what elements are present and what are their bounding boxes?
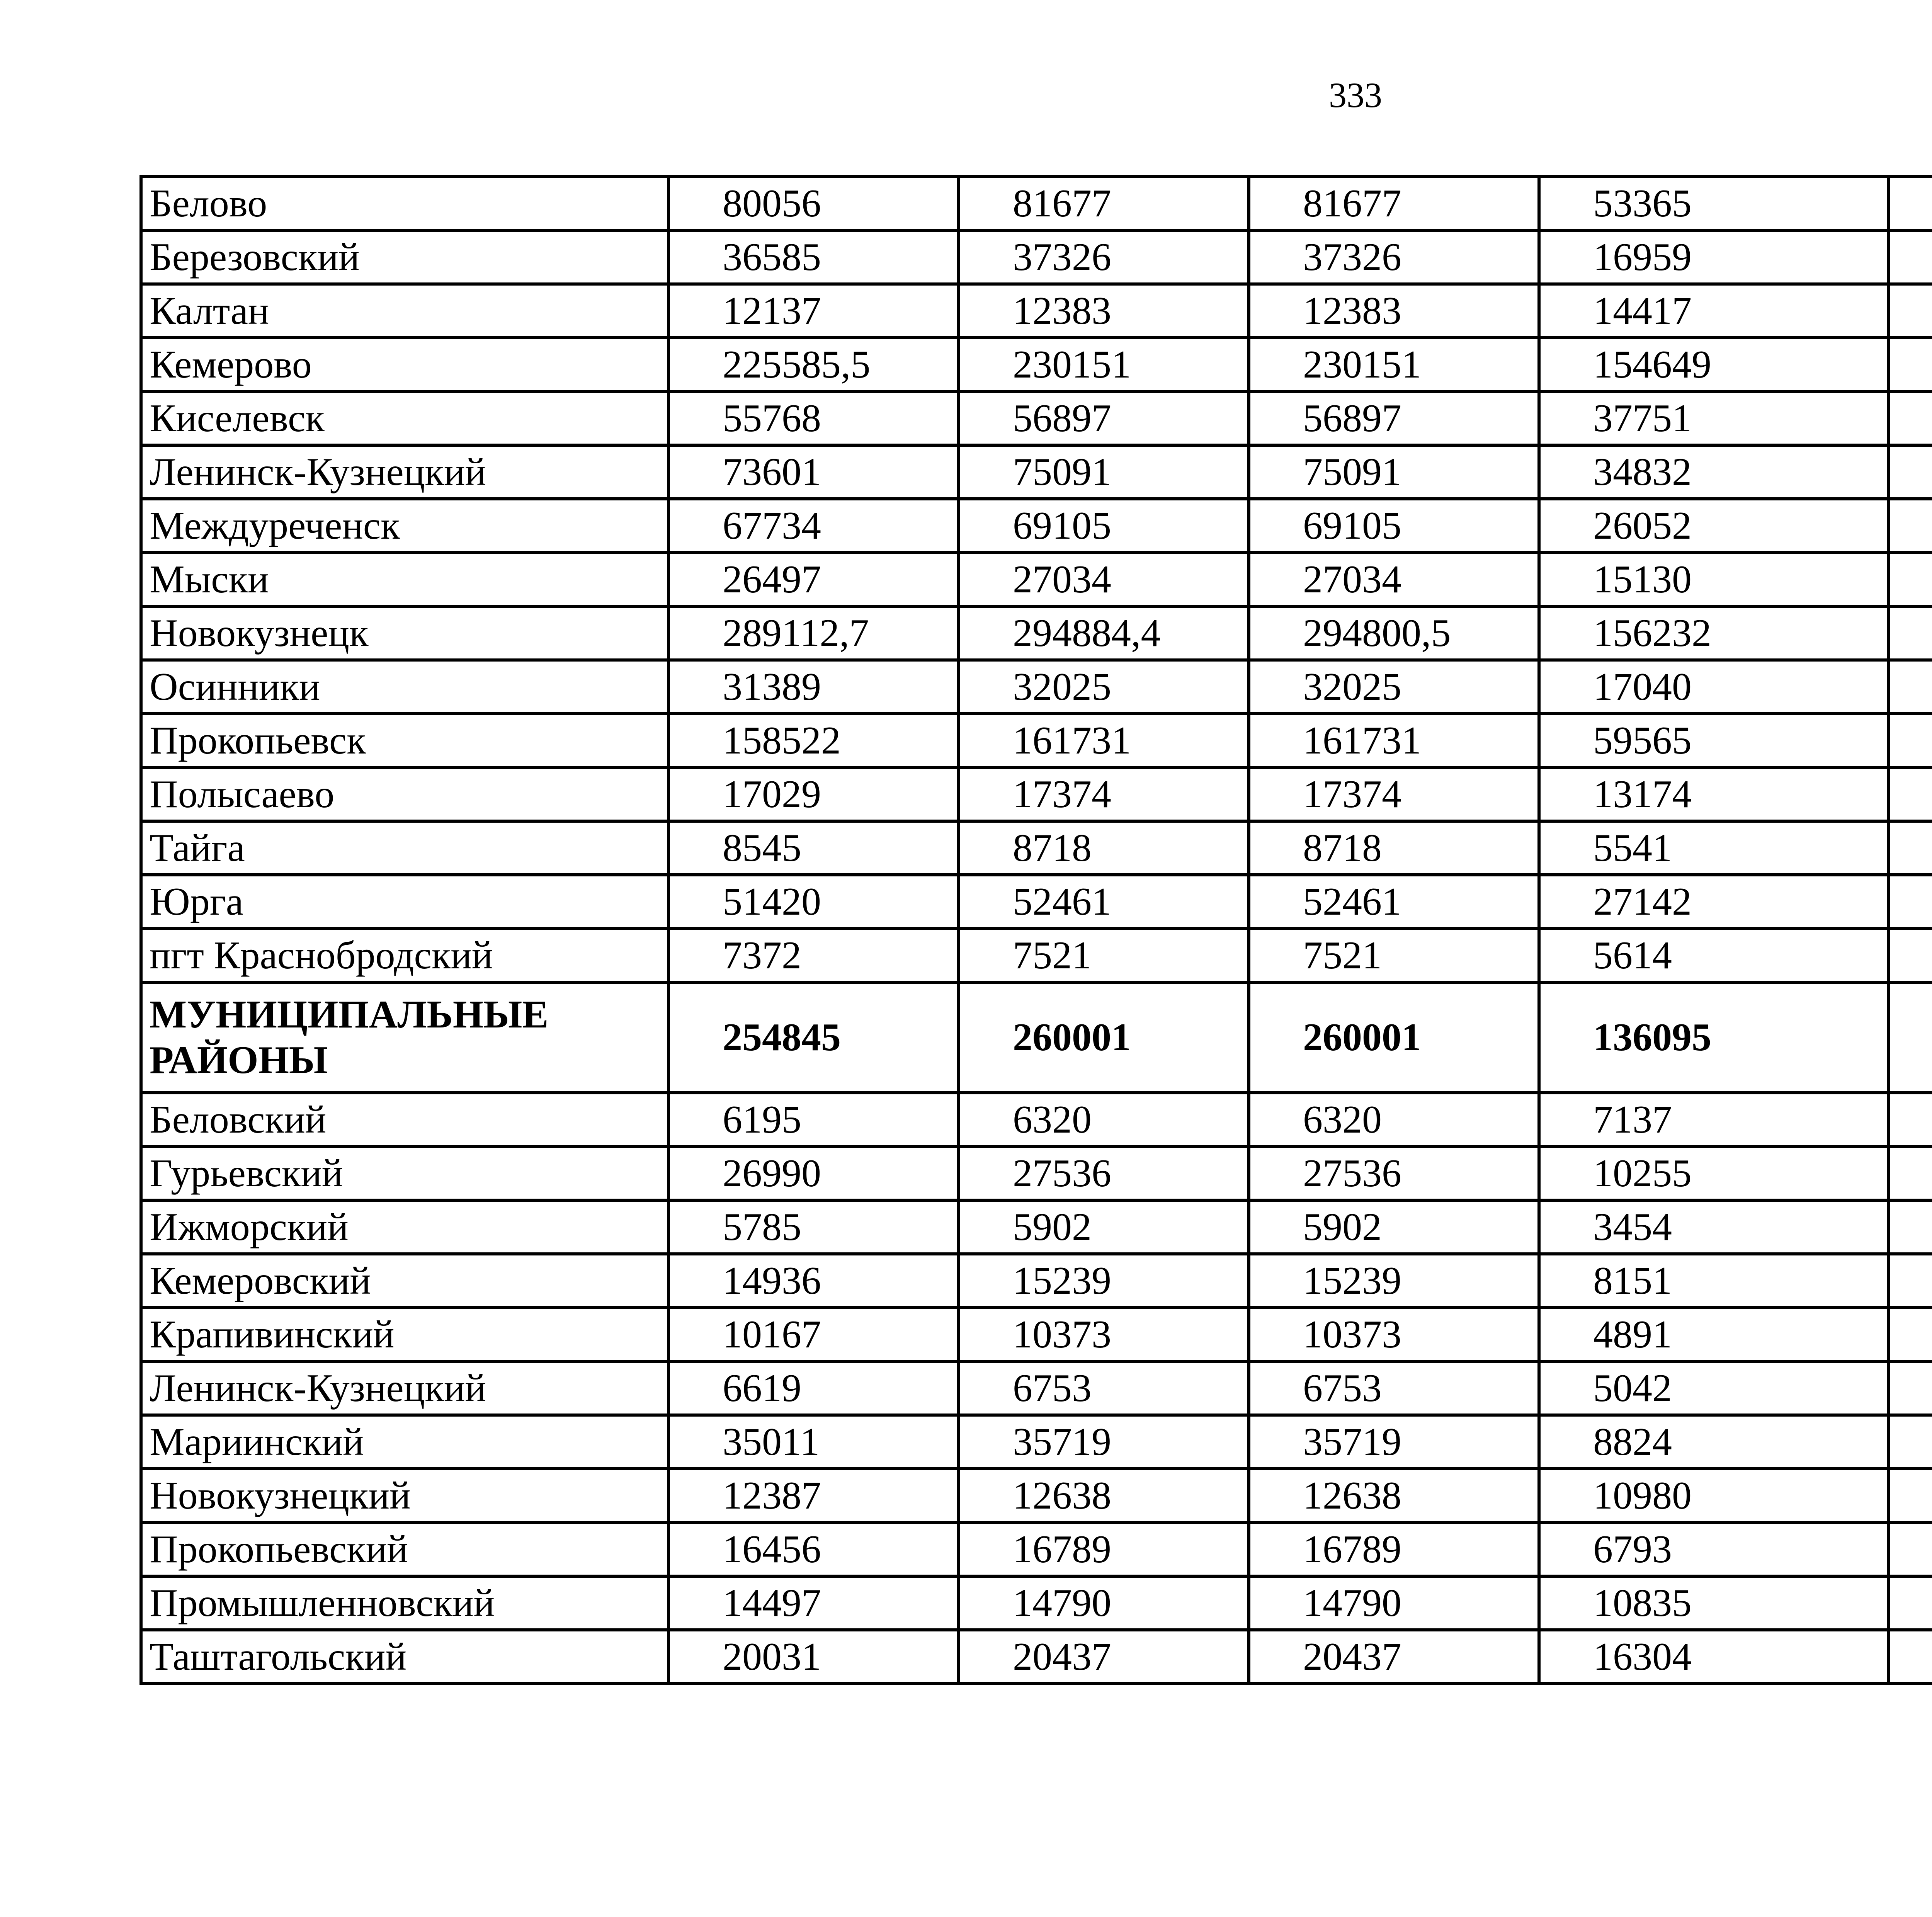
value-cell: 14790 (1249, 1576, 1539, 1630)
value-cell: 10167 (668, 1308, 959, 1361)
value-cell: 52461 (959, 875, 1249, 929)
table-row (141, 230, 1932, 284)
row-name-cell: Киселевск (141, 391, 668, 445)
value-cell: 8824 (1539, 1415, 1888, 1469)
value-cell: 289112,7 (668, 606, 959, 660)
row-name-cell: Новокузнецкий (141, 1469, 668, 1522)
value-cell: 26497 (668, 553, 959, 606)
value-cell: 75091 (1249, 445, 1539, 499)
value-cell: 12137 (668, 284, 959, 338)
value-cell: 6195 (668, 1093, 959, 1146)
value-cell: 35011 (668, 1415, 959, 1469)
value-cell: 14936 (668, 1254, 959, 1308)
value-cell (1888, 875, 1932, 929)
value-cell: 6619 (668, 1361, 959, 1415)
value-cell: 81677 (959, 177, 1249, 230)
value-cell: 12638 (959, 1469, 1249, 1522)
value-cell: 156232 (1539, 606, 1888, 660)
value-cell: 27536 (959, 1146, 1249, 1200)
value-cell (1888, 391, 1932, 445)
value-cell: 10835 (1539, 1576, 1888, 1630)
value-cell (1888, 1093, 1932, 1146)
value-cell: 6753 (959, 1361, 1249, 1415)
table-row (141, 284, 1932, 338)
value-cell: 225585,5 (668, 338, 959, 391)
value-cell: 6320 (959, 1093, 1249, 1146)
value-cell: 16959 (1539, 230, 1888, 284)
value-cell: 10255 (1539, 1146, 1888, 1200)
value-cell: 158522 (668, 714, 959, 767)
value-cell (1888, 767, 1932, 821)
table-row (141, 821, 1932, 875)
table-row (141, 1522, 1932, 1576)
value-cell: 5541 (1539, 821, 1888, 875)
value-cell: 32025 (1249, 660, 1539, 714)
value-cell: 154649 (1539, 338, 1888, 391)
value-cell: 27142 (1539, 875, 1888, 929)
table-row (141, 767, 1932, 821)
value-cell: 230151 (1249, 338, 1539, 391)
value-cell: 8718 (1249, 821, 1539, 875)
table-row (141, 553, 1932, 606)
value-cell (1888, 553, 1932, 606)
row-name-cell: Мариинский (141, 1415, 668, 1469)
value-cell: 59565 (1539, 714, 1888, 767)
table-row (141, 499, 1932, 553)
table-row (141, 338, 1932, 391)
row-name-cell: Междуреченск (141, 499, 668, 553)
value-cell: 7521 (959, 929, 1249, 982)
row-name-cell: Таштагольский (141, 1630, 668, 1684)
value-cell: 260001 (1249, 982, 1539, 1093)
table-row (141, 1200, 1932, 1254)
value-cell: 6320 (1249, 1093, 1539, 1146)
row-name-cell: Беловский (141, 1093, 668, 1146)
value-cell (1888, 499, 1932, 553)
row-name-cell: Ленинск-Кузнецкий (141, 445, 668, 499)
row-name-cell: Кемеровский (141, 1254, 668, 1308)
value-cell: 81677 (1249, 177, 1539, 230)
value-cell (1888, 821, 1932, 875)
value-cell (1888, 1146, 1932, 1200)
row-name-cell: Осинники (141, 660, 668, 714)
row-name-cell: Тайга (141, 821, 668, 875)
value-cell: 14497 (668, 1576, 959, 1630)
value-cell: 3454 (1539, 1200, 1888, 1254)
table-row (141, 1093, 1932, 1146)
value-cell (1888, 929, 1932, 982)
value-cell: 12383 (1249, 284, 1539, 338)
value-cell: 6793 (1539, 1522, 1888, 1576)
value-cell (1888, 284, 1932, 338)
table-row (141, 606, 1932, 660)
value-cell: 17374 (959, 767, 1249, 821)
row-name-cell: Ижморский (141, 1200, 668, 1254)
value-cell: 5902 (959, 1200, 1249, 1254)
value-cell (1888, 1522, 1932, 1576)
row-name-cell: Калтан (141, 284, 668, 338)
value-cell: 8151 (1539, 1254, 1888, 1308)
data-table (139, 175, 1932, 1685)
value-cell: 17040 (1539, 660, 1888, 714)
value-cell (1888, 982, 1932, 1093)
row-name-cell: Юрга (141, 875, 668, 929)
table-body (141, 177, 1932, 1684)
value-cell: 12638 (1249, 1469, 1539, 1522)
row-name-cell: Полысаево (141, 767, 668, 821)
value-cell: 36585 (668, 230, 959, 284)
value-cell: 26990 (668, 1146, 959, 1200)
table-row (141, 1146, 1932, 1200)
value-cell: 7521 (1249, 929, 1539, 982)
value-cell: 53365 (1539, 177, 1888, 230)
value-cell (1888, 338, 1932, 391)
page-number: 333 (1329, 75, 1382, 115)
value-cell: 4891 (1539, 1308, 1888, 1361)
value-cell: 8718 (959, 821, 1249, 875)
value-cell: 32025 (959, 660, 1249, 714)
value-cell: 13174 (1539, 767, 1888, 821)
value-cell: 20437 (959, 1630, 1249, 1684)
value-cell: 20437 (1249, 1630, 1539, 1684)
value-cell: 15239 (959, 1254, 1249, 1308)
value-cell: 73601 (668, 445, 959, 499)
row-name-cell: Кемерово (141, 338, 668, 391)
value-cell: 16789 (1249, 1522, 1539, 1576)
row-name-cell: Мыски (141, 553, 668, 606)
table-row (141, 391, 1932, 445)
table-row (141, 1254, 1932, 1308)
table-row (141, 445, 1932, 499)
table-row (141, 1361, 1932, 1415)
table-row (141, 982, 1932, 1093)
value-cell (1888, 1361, 1932, 1415)
value-cell: 12383 (959, 284, 1249, 338)
value-cell: 16304 (1539, 1630, 1888, 1684)
value-cell: 5042 (1539, 1361, 1888, 1415)
value-cell: 69105 (959, 499, 1249, 553)
row-name-cell: Новокузнецк (141, 606, 668, 660)
value-cell (1888, 1254, 1932, 1308)
value-cell: 27034 (1249, 553, 1539, 606)
value-cell: 35719 (959, 1415, 1249, 1469)
value-cell (1888, 445, 1932, 499)
value-cell: 254845 (668, 982, 959, 1093)
value-cell: 37326 (959, 230, 1249, 284)
value-cell: 20031 (668, 1630, 959, 1684)
value-cell: 17029 (668, 767, 959, 821)
row-name-cell: пгт Краснобродский (141, 929, 668, 982)
value-cell: 10373 (959, 1308, 1249, 1361)
value-cell: 10980 (1539, 1469, 1888, 1522)
value-cell: 14417 (1539, 284, 1888, 338)
value-cell: 51420 (668, 875, 959, 929)
row-name-cell: Гурьевский (141, 1146, 668, 1200)
value-cell: 69105 (1249, 499, 1539, 553)
value-cell: 55768 (668, 391, 959, 445)
table-row (141, 1576, 1932, 1630)
value-cell: 10373 (1249, 1308, 1539, 1361)
table-row (141, 875, 1932, 929)
value-cell: 294800,5 (1249, 606, 1539, 660)
row-name-cell: Березовский (141, 230, 668, 284)
value-cell: 5902 (1249, 1200, 1539, 1254)
value-cell: 67734 (668, 499, 959, 553)
table-row (141, 1415, 1932, 1469)
value-cell: 37751 (1539, 391, 1888, 445)
value-cell: 26052 (1539, 499, 1888, 553)
value-cell: 37326 (1249, 230, 1539, 284)
value-cell: 136095 (1539, 982, 1888, 1093)
row-name-cell: Ленинск-Кузнецкий (141, 1361, 668, 1415)
value-cell: 12387 (668, 1469, 959, 1522)
row-name-cell: Белово (141, 177, 668, 230)
table-row (141, 929, 1932, 982)
value-cell: 14790 (959, 1576, 1249, 1630)
value-cell: 27034 (959, 553, 1249, 606)
value-cell: 16456 (668, 1522, 959, 1576)
value-cell: 27536 (1249, 1146, 1539, 1200)
value-cell: 6753 (1249, 1361, 1539, 1415)
row-name-cell: МУНИЦИПАЛЬНЫЕ РАЙОНЫ (141, 982, 668, 1093)
value-cell: 230151 (959, 338, 1249, 391)
value-cell: 7137 (1539, 1093, 1888, 1146)
table-row (141, 1630, 1932, 1684)
value-cell: 7372 (668, 929, 959, 982)
value-cell: 31389 (668, 660, 959, 714)
value-cell: 75091 (959, 445, 1249, 499)
value-cell: 56897 (1249, 391, 1539, 445)
value-cell: 161731 (1249, 714, 1539, 767)
value-cell (1888, 714, 1932, 767)
value-cell: 17374 (1249, 767, 1539, 821)
table-row (141, 714, 1932, 767)
value-cell (1888, 177, 1932, 230)
value-cell: 15239 (1249, 1254, 1539, 1308)
value-cell: 8545 (668, 821, 959, 875)
value-cell: 294884,4 (959, 606, 1249, 660)
value-cell: 5614 (1539, 929, 1888, 982)
table-row (141, 1469, 1932, 1522)
value-cell (1888, 1630, 1932, 1684)
table-row (141, 1308, 1932, 1361)
row-name-cell: Прокопьевск (141, 714, 668, 767)
value-cell (1888, 1200, 1932, 1254)
value-cell (1888, 1469, 1932, 1522)
value-cell: 15130 (1539, 553, 1888, 606)
row-name-cell: Прокопьевский (141, 1522, 668, 1576)
value-cell (1888, 660, 1932, 714)
value-cell: 80056 (668, 177, 959, 230)
value-cell: 56897 (959, 391, 1249, 445)
value-cell: 161731 (959, 714, 1249, 767)
value-cell: 5785 (668, 1200, 959, 1254)
value-cell: 34832 (1539, 445, 1888, 499)
row-name-cell: Промышленновский (141, 1576, 668, 1630)
value-cell: 260001 (959, 982, 1249, 1093)
value-cell: 35719 (1249, 1415, 1539, 1469)
table-row (141, 660, 1932, 714)
value-cell (1888, 1415, 1932, 1469)
value-cell: 16789 (959, 1522, 1249, 1576)
row-name-cell: Крапивинский (141, 1308, 668, 1361)
value-cell (1888, 1308, 1932, 1361)
table-row (141, 177, 1932, 230)
value-cell (1888, 230, 1932, 284)
value-cell: 52461 (1249, 875, 1539, 929)
value-cell (1888, 1576, 1932, 1630)
value-cell (1888, 606, 1932, 660)
